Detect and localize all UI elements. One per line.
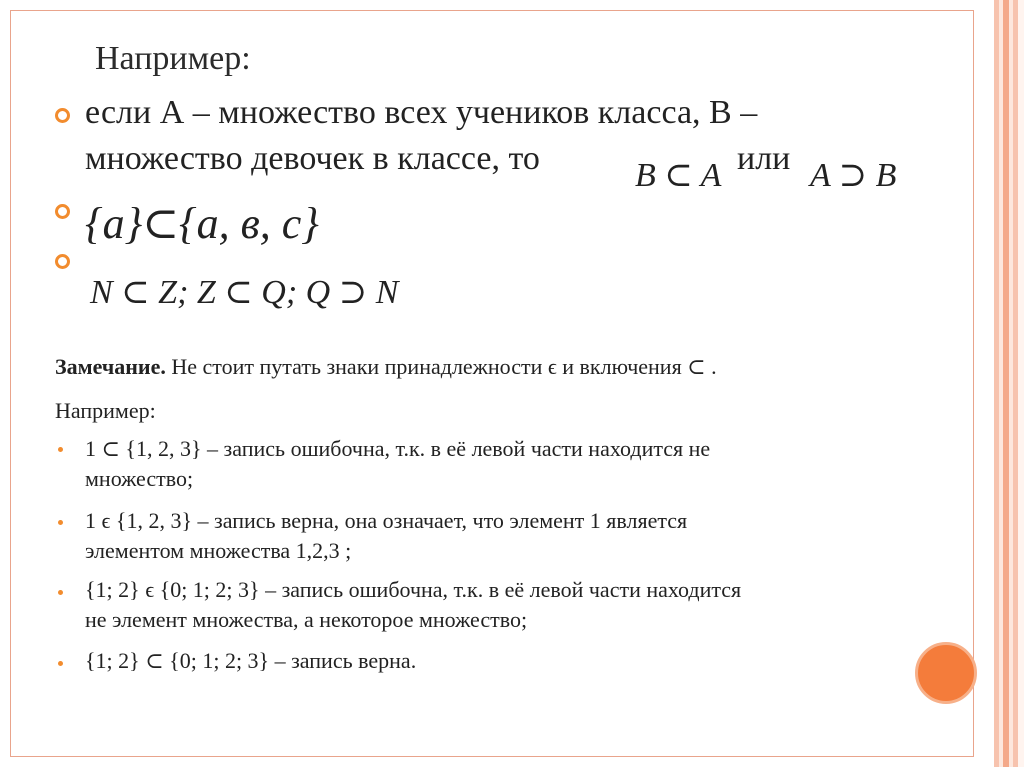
bullet-1-line-2: множество девочек в классе, то [85, 140, 540, 177]
bullet-ring-icon [55, 254, 70, 269]
item-1-line-1: 1 ⊂ {1, 2, 3} – запись ошибочна, т.к. в её левой части находится не [85, 436, 711, 461]
bullet-ring-icon [55, 204, 70, 219]
bullet-1-line-1: если А – множество всех учеников класса, В – [85, 94, 758, 131]
bullet-dot-icon [58, 447, 63, 452]
item-2-line-2: элементом множества 1,2,3 ; [85, 538, 352, 563]
bullet-ring-icon [55, 108, 70, 123]
remark-example-label: Например: [55, 398, 156, 423]
decorative-circle [915, 642, 977, 704]
item-4-line-1: {1; 2} ⊂ {0; 1; 2; 3} – запись верна. [85, 648, 417, 673]
item-3-line-1: {1; 2} ϵ {0; 1; 2; 3} – запись ошибочна, т.к. в её левой части находится [85, 577, 742, 602]
bullet-dot-icon [58, 661, 63, 666]
formula-a-superset-b: A ⊃ B [810, 157, 897, 194]
formula-b-subset-a: B ⊂ A [635, 157, 722, 194]
remark-line [55, 354, 717, 380]
slide-title: Например: [95, 40, 251, 77]
or-label: или [737, 140, 791, 177]
bullet-dot-icon [58, 520, 63, 525]
item-3-line-2: не элемент множества, а некоторое множество; [85, 607, 528, 632]
remark-text: Не стоит путать знаки принадлежности ϵ и включения ⊂ . [171, 354, 717, 379]
formula-set-subset: {a}⊂{a, в, c} [85, 199, 319, 248]
remark-label: Замечание. [55, 354, 166, 379]
decorative-stripes [988, 0, 1024, 767]
formula-number-sets: N ⊂ Z; Z ⊂ Q; Q ⊃ N [90, 274, 399, 311]
bullet-dot-icon [58, 590, 63, 595]
item-1-line-2: множество; [85, 466, 194, 491]
item-2-line-1: 1 ϵ {1, 2, 3} – запись верна, она означает, что элемент 1 является [85, 508, 688, 533]
